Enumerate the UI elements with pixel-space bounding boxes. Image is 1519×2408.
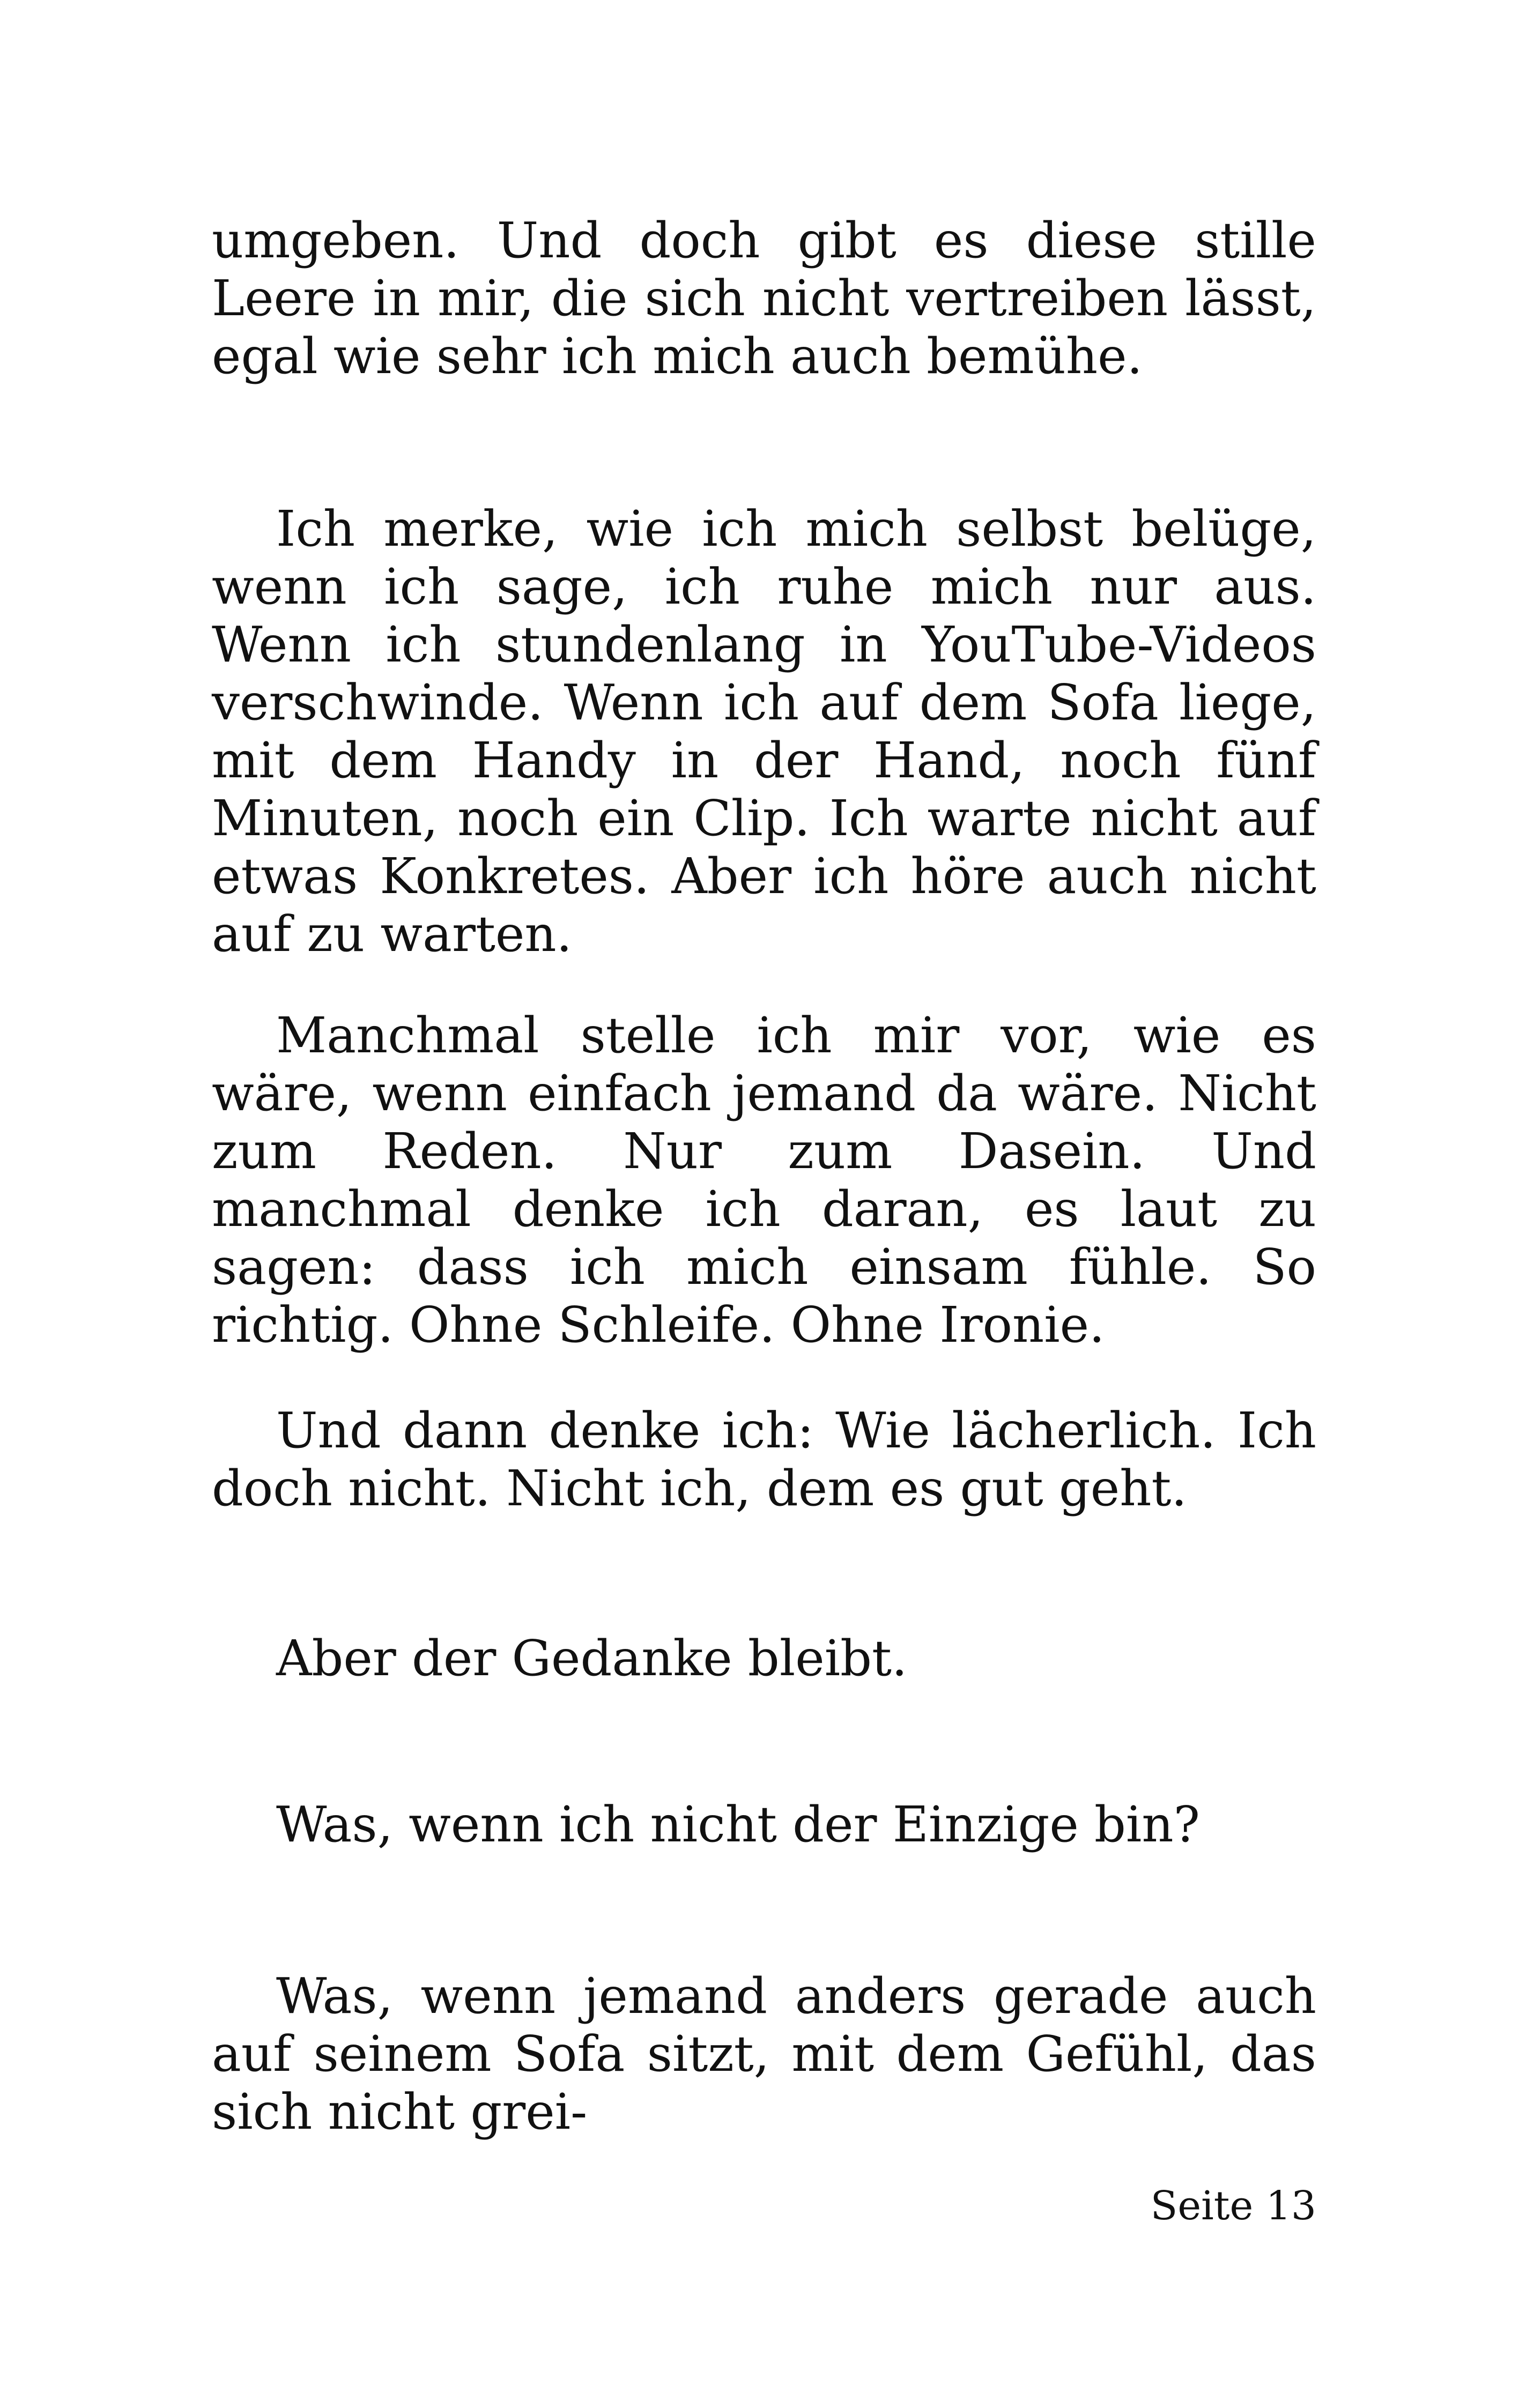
paragraph-not-the-only-one: Was, wenn ich nicht der Einzige bin? [276,1796,1200,1853]
page-number: Seite 13 [1150,2183,1316,2229]
paragraph-thought-remains: Aber der Gedanke bleibt. [276,1630,908,1687]
paragraph-ridiculous: Und dann denke ich: Wie lächerlich. Ich doch nicht. Nicht ich, dem es gut geht. [212,1402,1316,1517]
paragraph-self-deception: Ich merke, wie ich mich selbst belüge, wenn ich sage, ich ruhe mich nur aus. Wenn ich stundenlang in YouTube-Videos verschwinde. Wenn ich auf dem Sofa liege, mit dem Handy in der Hand, noch fünf Minuten, noch ein Clip. Ich warte nicht auf etwas Konkretes. Aber ich höre auch nicht auf zu warten. [212,500,1316,963]
paragraph-continued: umgeben. Und doch gibt es diese stille Leere in mir, die sich nicht vertreiben lässt, egal wie sehr ich mich auch bemühe. [212,212,1316,385]
paragraph-someone-else: Was, wenn jemand anders gerade auch auf seinem Sofa sitzt, mit dem Gefühl, das sich nicht grei- [212,1967,1316,2141]
paragraph-imagining: Manchmal stelle ich mir vor, wie es wäre, wenn einfach jemand da wäre. Nicht zum Reden. Nur zum Dasein. Und manchmal denke ich daran, es laut zu sagen: dass ich mich einsam fühle. So richtig. Ohne Schleife. Ohne Ironie. [212,1007,1316,1354]
